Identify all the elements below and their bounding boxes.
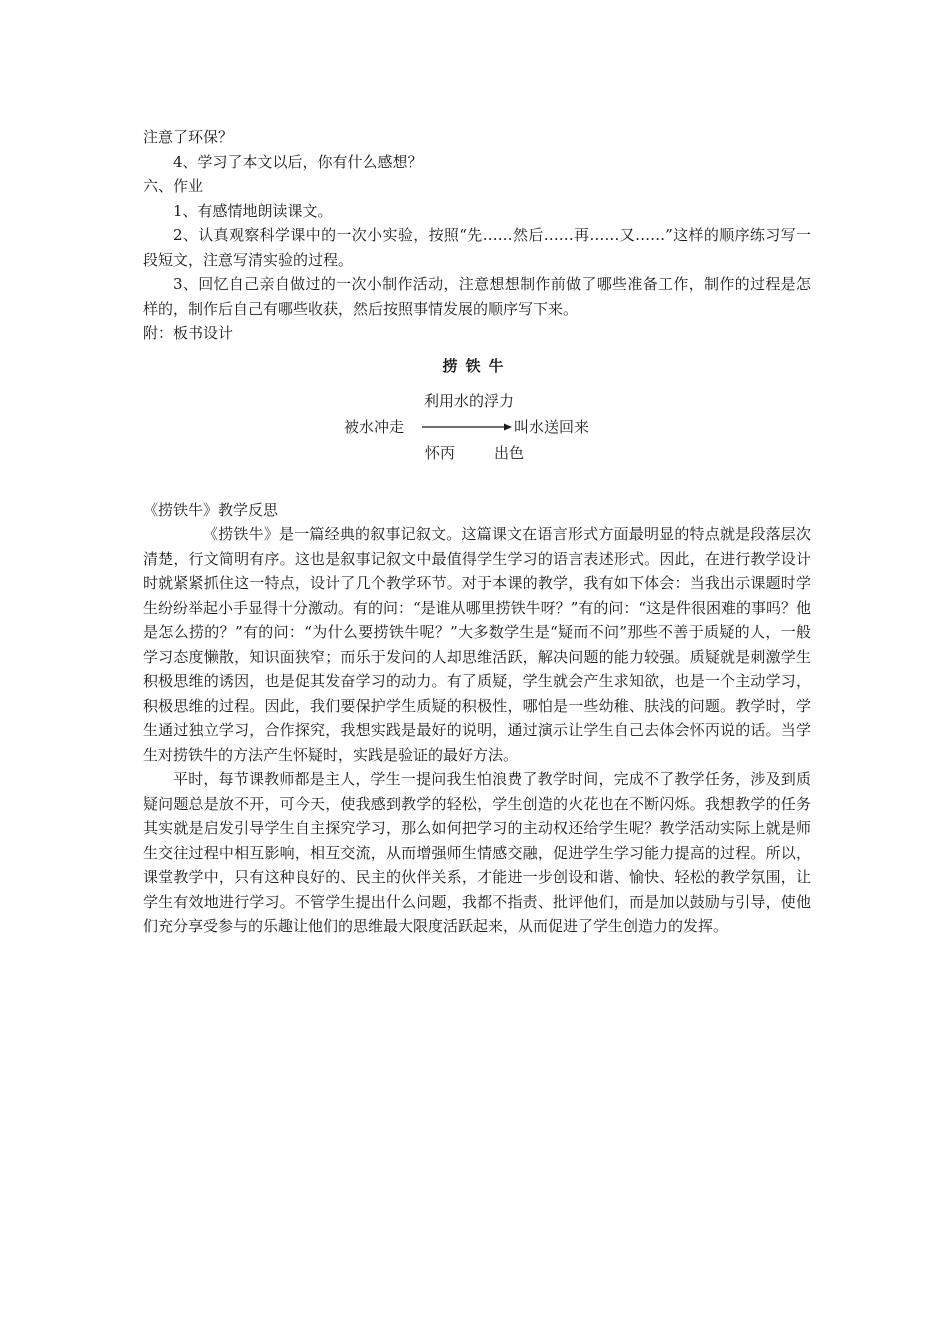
board-left-label: 被水冲走 (344, 417, 405, 436)
question-4: 4、学习了本文以后，你有什么感想？ (173, 152, 423, 171)
board-bottom-left-label: 怀丙 (425, 443, 456, 462)
board-top-label: 利用水的浮力 (424, 391, 515, 410)
board-title: 捞铁牛 (442, 356, 512, 375)
reflection-heading: 《捞铁牛》教学反思 (143, 500, 279, 519)
document-page (143, 125, 811, 939)
appendix-label: 附：板书设计 (143, 324, 234, 342)
board-design (143, 390, 811, 476)
arrow-right-icon (418, 416, 514, 436)
board-right-label: 叫水送回来 (514, 417, 590, 436)
reflection-paragraph-1: 《捞铁牛》是一篇经典的叙事记叙文。这篇课文在语言形式方面最明显的特点就是段落层次清楚，行文简明有序。这也是叙事记叙文中最值得学生学习的语言表述形式。因此，在进行教学设计时就紧紧抓住这一特点，设计了几个教学环节。对于本课的教学，我有如下体会：当我出示课题时学生纷纷举起小手显得十分激动。有的问：“是谁从哪里捞铁牛呀？”有的问：“这是件很困难的事吗？他是怎么捞的？”有的问：“为什么要捞铁牛呢？”大多数学生是“疑而不问”那些不善于质疑的人，一般学习态度懒散，知识面狭窄；而乐于发问的人却思维活跃，解决问题的能力较强。质疑就是刺激学生积极思维的诱因，也是促其发奋学习的动力。有了质疑，学生就会产生求知欲，也是一个主动学习，积极思维的过程。因此，我们要保护学生质疑的积极性，哪怕是一些幼稚、肤浅的问题。教学时，学生通过独立学习，合作探究，我想实践是最好的说明，通过演示让学生自己去体会怀丙说的话。当学生对捞铁牛的方法产生怀疑时，实践是验证的最好方法。 (143, 525, 812, 764)
board-bottom-right-label: 出色 (494, 443, 525, 462)
reflection-paragraph-2: 平时，每节课教师都是主人，学生一提问我生怕浪费了教学时间，完成不了教学任务，涉及到质疑问题总是放不开，可今天，使我感到教学的轻松，学生创造的火花也在不断闪烁。我想教学的任务其实就是启发引导学生自主探究学习，那么如何把学习的主动权还给学生呢？教学活动实际上就是师生交往过程中相互影响，相互交流，从而增强师生情感交融，促进学生学习能力提高的过程。所以，课堂教学中，只有这种良好的、民主的伙伴关系，才能进一步创设和谐、愉快、轻松的教学氛围，让学生有效地进行学习。不管学生提出什么问题，我都不指责、批评他们，而是加以鼓励与引导，使他们充分享受参与的乐趣让他们的思维最大限度活跃起来，从而促进了学生创造力的发挥。 (143, 770, 811, 935)
section-heading-homework: 六、作业 (143, 177, 204, 195)
homework-item-1: 1、有感情地朗读课文。 (173, 201, 333, 220)
homework-item-2: 2、认真观察科学课中的一次小实验，按照“先……然后……再……又……”这样的顺序练习写一段短文，注意写清实验的过程。 (143, 226, 811, 269)
homework-item-3: 3、回忆自己亲自做过的一次小制作活动，注意想想制作前做了哪些准备工作，制作的过程是怎样的，制作后自己有哪些收获，然后按照事情发展的顺序写下来。 (143, 275, 811, 318)
text-line: 注意了环保？ (143, 128, 234, 146)
